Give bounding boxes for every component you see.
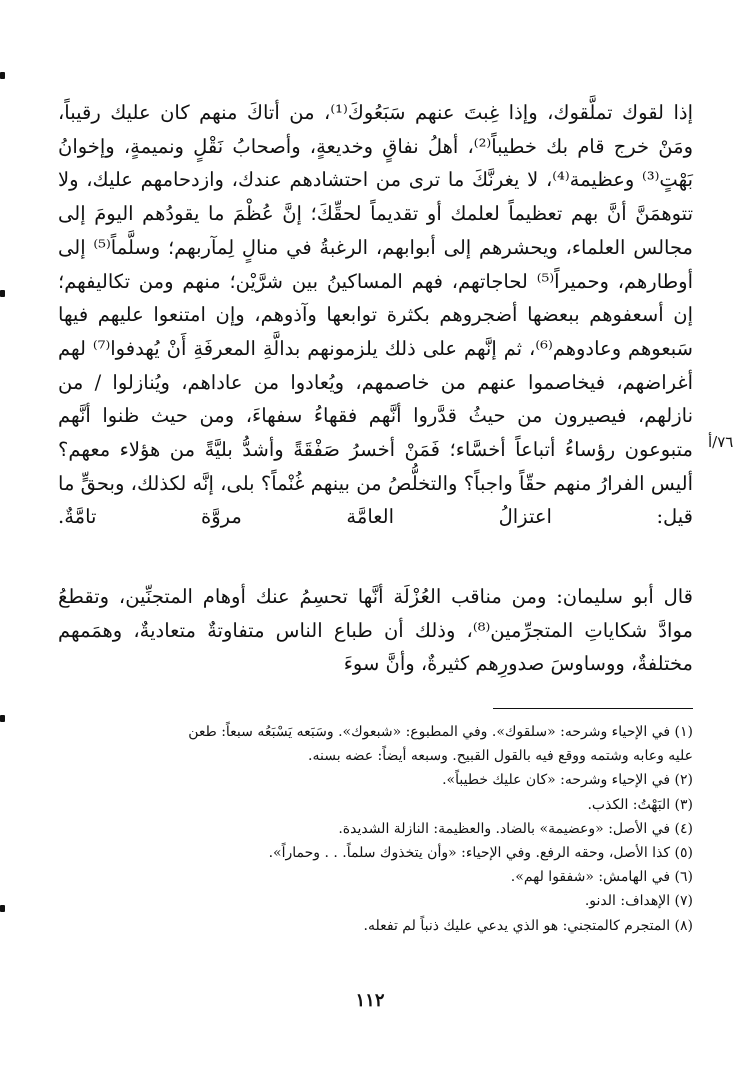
footnote-5: (٥) كذا الأصل، وحقه الرفع. وفي الإحياء: «وأن يتخذوك سلماً. . . وحماراً». xyxy=(268,845,693,862)
footnote-1-continuation: عليه وعابه وشتمه ووقع فيه بالقول القبيح. وسبعه أيضاً: عضه بسنه. xyxy=(308,748,693,765)
footnote-6: (٦) في الهامش: «شفقوا لهم». xyxy=(510,869,693,886)
footnote-4: (٤) في الأصل: «وعضيمة» بالضاد. والعظيمة: النازلة الشديدة. xyxy=(338,820,693,837)
page-number: ١١٢ xyxy=(355,990,385,1011)
scan-edge-mark xyxy=(0,72,5,79)
footnotes-list xyxy=(58,720,693,938)
footnote-1: (١) في الإحياء وشرحه: «سلقوك». وفي المطبوع: «شبعوك». وسَبَعه يَسْبَعُه سبعاً: طعن xyxy=(188,724,693,740)
scan-edge-mark xyxy=(0,715,5,722)
footnote-3: (٣) البَهْتُ: الكذب. xyxy=(587,796,693,813)
footnote-8: (٨) المتجرم كالمتجني: هو الذي يدعي عليك ذنباً لم تفعله. xyxy=(363,917,693,934)
body-paragraph-2: قال أبو سليمان: ومن مناقب العُزْلَة أنَّها تحسِمُ عنك أوهام المتجنِّين، وتقطعُ موادَّ شكاياتِ المتجرِّمين⁽⁸⁾، وذلك أن طباع الناس متفاوتةٌ متعاديةٌ، وهمَمهم مختلفةٌ، ووساوسَ صدورِهم كثيرةٌ، وأنَّ سوءَ xyxy=(58,585,693,676)
footnote-2: (٢) في الإحياء وشرحه: «كان عليك خطيباً». xyxy=(442,772,693,789)
footnote-7: (٧) الإهداف: الدنو. xyxy=(584,893,693,910)
scan-edge-mark xyxy=(0,905,5,912)
footnote-separator xyxy=(493,708,693,709)
body-paragraph-1: إذا لقوك تملَّقوك، وإذا غِبتَ عنهم سَبَعُوكَ⁽¹⁾، من أتاكَ منهم كان عليك رقيباً، ومَنْ خرج قام بك خطيباً⁽²⁾، أهلُ نفاقٍ وخديعةٍ، وأصحابُ نَقْلٍ ونميمةٍ، وإخوانُ بَهْتٍ⁽³⁾ وعظيمة⁽⁴⁾، لا يغرنَّكَ ما ترى من احتشادهم عندك، وازدحامهم عليك، ولا تتوهمَنَّ أنَّ بهم تعظيماً لعلمك أو تقديماً لحقِّكَ؛ إنَّ عُظْمَ ما يقودُهم اليومَ إلى مجالس العلماء، ويحشرهم إلى أبوابهم، الرغبةُ في منالٍ لِمآربهم؛ وسلَّماً⁽⁵⁾ إلى أوطارهم، وحميراً⁽⁵⁾ لحاجاتهم، فهم المساكينُ بين شرَّيْن؛ منهم ومن تكاليفهم؛ إن أسعفوهم ببعضها أضجروهم بكثرة توابعها وآذوهم، وإن امتنعوا عليهم فيها سَبعوهم وعادوهم⁽⁶⁾، ثم إنَّهم على ذلك يلزمونهم بدالَّةِ المعرفَةِ أَنْ يُهدفوا⁽⁷⁾ لهم أغراضهم، فيخاصموا عنهم من خاصمهم، ويُعادوا من عاداهم، ويُنازلوا / من نازلهم، فيصيرون من حيثُ قدَّروا أنَّهم فقهاءُ سفهاءَ، ومن حيث ظنوا أنَّهم متبوعون رؤساءُ أتباعاً أخسَّاء؛ فَمَنْ أخسرُ صَفْقَةً وأشدُّ بليَّةً من هؤلاء معهم؟ أليس الفرارُ منهم حقّاً واجباً؟ والتخلُّصُ من بينهم غُنْماً؟ بلى، إنَّه لكذلك، وبحقٍّ ما قيل: اعتزالُ العامَّة مروَّة تامَّةٌ. xyxy=(58,101,694,529)
manuscript-folio-marker: ٧٦/أ xyxy=(708,433,734,451)
scan-edge-mark xyxy=(0,290,5,297)
